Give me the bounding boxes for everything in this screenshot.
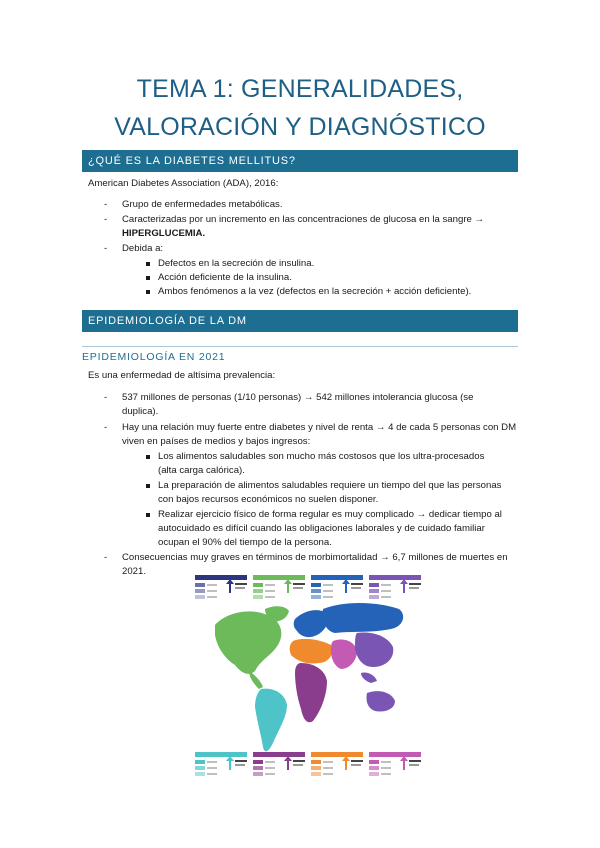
square-bullet bbox=[146, 455, 150, 459]
list-item: Hay una relación muy fuerte entre diabetes y nivel de renta → 4 de cada 5 personas con DM bbox=[122, 422, 517, 433]
subheading-epidemiology-2021: EPIDEMIOLOGÍA EN 2021 bbox=[82, 346, 518, 363]
list-item-continuation: HIPERGLUCEMIA. bbox=[122, 228, 206, 239]
legend-mena bbox=[311, 752, 363, 782]
square-bullet bbox=[146, 513, 150, 517]
south-america-region bbox=[255, 689, 287, 752]
sub-list-item: Ambos fenómenos a la vez (defectos en la secreción + acción deficiente). bbox=[158, 286, 472, 297]
square-bullet bbox=[146, 276, 150, 280]
list-bullet: - bbox=[104, 199, 108, 210]
sub-list-item: La preparación de alimentos saludables requiere un tiempo del que las personas bbox=[158, 480, 502, 491]
legend-south-east-asia bbox=[369, 752, 421, 782]
list-bullet: - bbox=[104, 392, 108, 403]
section-heading-what-is-dm: ¿QUÉ ES LA DIABETES MELLITUS? bbox=[82, 150, 518, 172]
intro-text: Es una enfermedad de altísima prevalencia: bbox=[88, 370, 276, 381]
diabetes-world-map-infographic bbox=[195, 575, 423, 780]
up-arrow-icon bbox=[345, 583, 347, 593]
list-bullet: - bbox=[104, 422, 108, 433]
sub-list-item-continuation: ocupan el 90% del tiempo de la persona. bbox=[158, 537, 332, 548]
sub-list-item: Defectos en la secreción de insulina. bbox=[158, 258, 315, 269]
up-arrow-icon bbox=[229, 760, 231, 770]
square-bullet bbox=[146, 484, 150, 488]
sub-list-item: Realizar ejercicio físico de forma regular es muy complicado → dedicar tiempo al bbox=[158, 509, 502, 520]
list-item-continuation: viven en países de medios y bajos ingresos: bbox=[122, 436, 311, 447]
legend-south-america bbox=[195, 752, 247, 782]
world-map-graphic bbox=[195, 575, 423, 780]
western-pacific-region bbox=[355, 633, 393, 667]
up-arrow-icon bbox=[403, 583, 405, 593]
south-east-asia-region bbox=[331, 639, 357, 669]
list-item-continuation: 2021. bbox=[122, 566, 147, 577]
list-item-continuation: duplica). bbox=[122, 406, 159, 417]
africa-region bbox=[295, 663, 327, 722]
central-america-region bbox=[249, 671, 263, 689]
list-item: Grupo de enfermedades metabólicas. bbox=[122, 199, 283, 210]
oceania-region bbox=[366, 691, 395, 711]
list-bullet: - bbox=[104, 552, 108, 563]
up-arrow-icon bbox=[345, 760, 347, 770]
sub-list-item: Acción deficiente de la insulina. bbox=[158, 272, 292, 283]
sub-list-item-continuation: con bajos recursos económicos no suelen disponer. bbox=[158, 494, 379, 505]
page-title-line1: TEMA 1: GENERALIDADES, bbox=[136, 75, 464, 103]
sub-list-item-continuation: autocuidado es difícil cuando las obligaciones laborales y de cuidado familiar bbox=[158, 523, 485, 534]
sub-list-item: Los alimentos saludables son mucho más costosos que los ultra-procesados bbox=[158, 451, 485, 462]
section-heading-epidemiology: EPIDEMIOLOGÍA DE LA DM bbox=[82, 310, 518, 332]
list-bullet: - bbox=[104, 214, 108, 225]
up-arrow-icon bbox=[287, 760, 289, 770]
up-arrow-icon bbox=[403, 760, 405, 770]
legend-western-pacific bbox=[369, 575, 421, 605]
legend-world bbox=[195, 575, 247, 605]
ada-source: American Diabetes Association (ADA), 2016: bbox=[88, 178, 279, 189]
islands-region bbox=[361, 672, 377, 683]
list-item: 537 millones de personas (1/10 personas) → 542 millones intolerancia glucosa (se bbox=[122, 392, 474, 403]
russia-region bbox=[323, 603, 404, 633]
list-item: Debida a: bbox=[122, 243, 164, 254]
up-arrow-icon bbox=[287, 583, 289, 593]
list-item: Caracterizadas por un incremento en las concentraciones de glucosa en la sangre → bbox=[122, 214, 485, 225]
mena-region bbox=[290, 639, 333, 664]
list-bullet: - bbox=[104, 243, 108, 254]
legend-europe bbox=[311, 575, 363, 605]
page-title-line2: VALORACIÓN Y DIAGNÓSTICO bbox=[114, 113, 486, 141]
legend-africa bbox=[253, 752, 305, 782]
sub-list-item-continuation: (alta carga calórica). bbox=[158, 465, 245, 476]
square-bullet bbox=[146, 290, 150, 294]
legend-north-america bbox=[253, 575, 305, 605]
up-arrow-icon bbox=[229, 583, 231, 593]
square-bullet bbox=[146, 262, 150, 266]
list-item: Consecuencias muy graves en términos de morbimortalidad → 6,7 millones de muertes en bbox=[122, 552, 508, 563]
